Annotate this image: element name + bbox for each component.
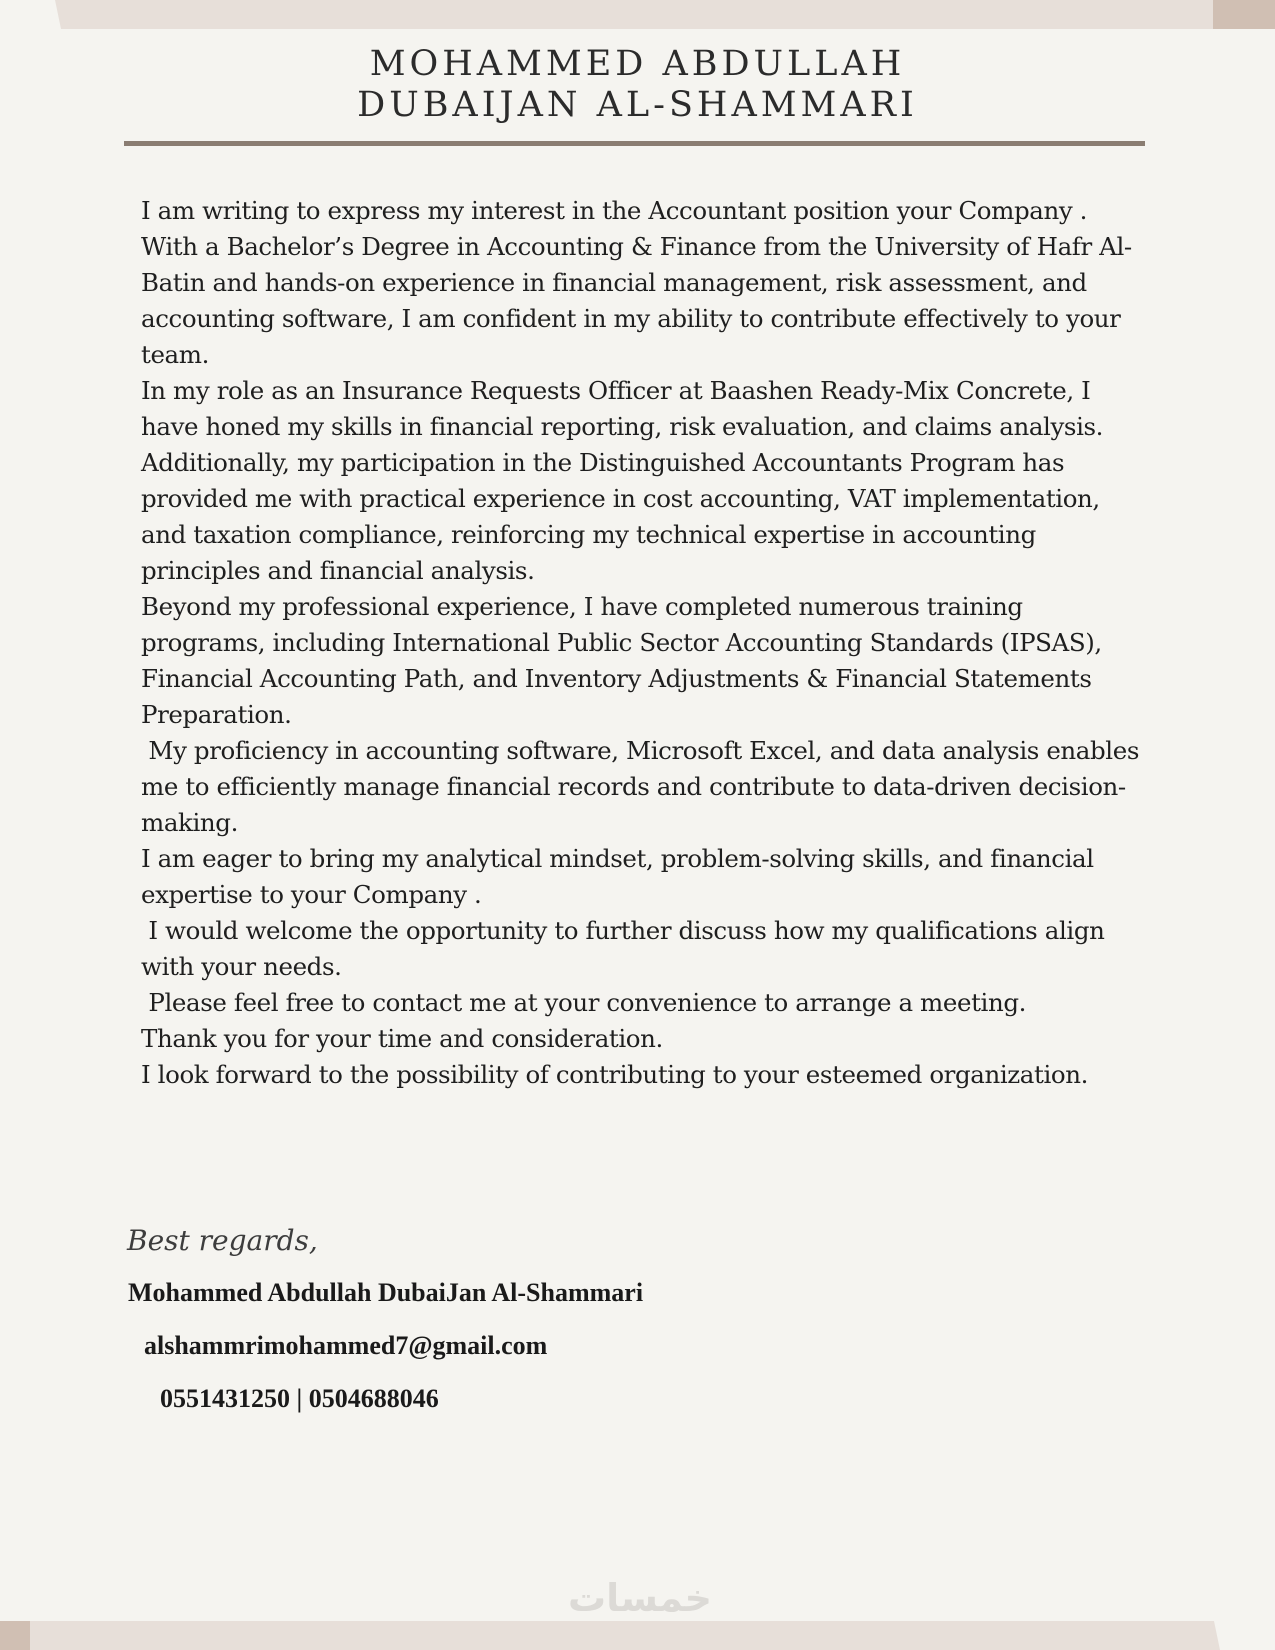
- paragraph: Beyond my professional experience, I have completed numerous training programs, including International Public Sector Accounting Standards (IPSAS), Financial Accounting Path, and Inventory Adjustments & Financial Statements Preparation.: [141, 592, 1102, 729]
- paragraph: In my role as an Insurance Requests Officer at Baashen Ready-Mix Concrete, I have honed my skills in financial reporting, risk evaluation, and claims analysis.: [141, 376, 1104, 441]
- paragraph: Thank you for your time and consideration.: [141, 1024, 663, 1053]
- paragraph: My proficiency in accounting software, Microsoft Excel, and data analysis enables me to efficiently manage financial records and contribute to data-driven decision-making.: [141, 736, 1147, 837]
- page-title: [0, 44, 1275, 126]
- header-divider: [124, 141, 1145, 146]
- signature-email[interactable]: alshammrimohammed7@gmail.com: [144, 1331, 548, 1360]
- paragraph: With a Bachelor’s Degree in Accounting & Finance from the University of Hafr Al-Batin and hands-on experience in financial management, risk assessment, and accounting software, I am confident in my ability to contribute effectively to your team.: [141, 232, 1132, 369]
- signature-name: Mohammed Abdullah DubaiJan Al-Shammari: [128, 1278, 644, 1307]
- paragraph: Please feel free to contact me at your convenience to arrange a meeting.: [141, 988, 1027, 1017]
- top-corner-accent: [1213, 0, 1275, 29]
- closing-salutation: Best regards,: [127, 1224, 318, 1257]
- top-decorative-band: [55, 0, 1215, 29]
- signature-phones: 0551431250 | 0504688046: [160, 1384, 439, 1413]
- watermark-logo: خمسات: [568, 1576, 712, 1620]
- paragraph: I would welcome the opportunity to further discuss how my qualifications align with your needs.: [141, 916, 1112, 981]
- letter-body: [141, 193, 1151, 1093]
- bottom-decorative-band: [30, 1621, 1220, 1650]
- paragraph: I am eager to bring my analytical mindset, problem-solving skills, and financial expertise to your Company .: [141, 844, 1094, 909]
- paragraph: I am writing to express my interest in the Accountant position your Company .: [141, 196, 1088, 225]
- paragraph: Additionally, my participation in the Distinguished Accountants Program has provided me with practical experience in cost accounting, VAT implementation, and taxation compliance, reinforcing my technical expertise in accounting principles and financial analysis.: [141, 448, 1100, 585]
- paragraph: I look forward to the possibility of contributing to your esteemed organization.: [141, 1060, 1088, 1089]
- name-line-1: MOHAMMED ABDULLAH: [369, 44, 906, 84]
- name-line-2: DUBAIJAN AL-SHAMMARI: [357, 85, 918, 125]
